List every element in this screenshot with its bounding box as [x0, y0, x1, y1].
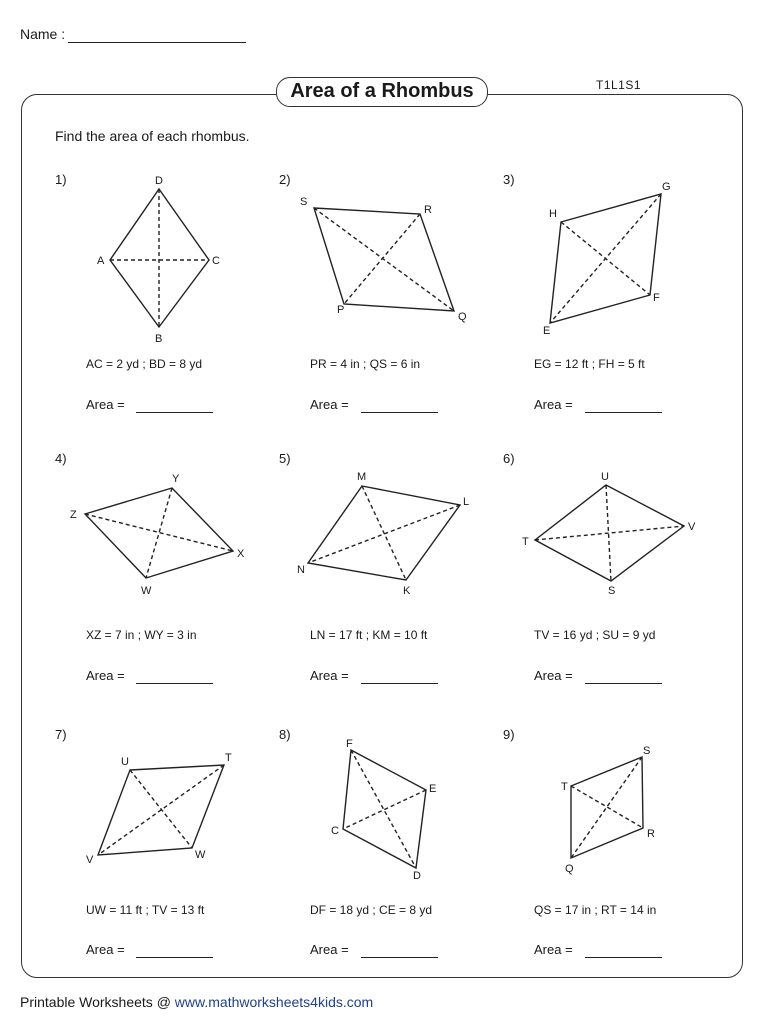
given-measures: PR = 4 in ; QS = 6 in [310, 357, 421, 371]
answer-line[interactable] [361, 957, 438, 958]
area-label: Area = [534, 397, 573, 412]
area-label: Area = [310, 397, 349, 412]
given-measures: EG = 12 ft ; FH = 5 ft [534, 357, 645, 371]
vertex-label: M [357, 471, 367, 483]
area-label: Area = [534, 942, 573, 957]
given-measures: UW = 11 ft ; TV = 13 ft [86, 903, 205, 917]
vertex-label: X [237, 548, 245, 560]
vertex-label: B [155, 333, 163, 345]
vertex-label: G [662, 181, 671, 193]
given-measures: LN = 17 ft ; KM = 10 ft [310, 628, 428, 642]
problem-number: 1) [55, 172, 67, 187]
vertex-label: U [601, 471, 609, 483]
vertex-label: T [225, 752, 232, 764]
problem-number: 7) [55, 727, 67, 742]
vertex-label: S [300, 196, 308, 208]
area-label: Area = [86, 397, 125, 412]
vertex-label: T [561, 781, 568, 793]
name-line[interactable] [68, 42, 246, 43]
vertex-label: A [97, 255, 105, 267]
vertex-label: Q [458, 311, 467, 323]
vertex-label: C [331, 825, 339, 837]
vertex-label: E [429, 783, 437, 795]
vertex-label: H [549, 208, 557, 220]
vertex-label: U [121, 756, 129, 768]
problem-number: 3) [503, 172, 515, 187]
footer [20, 994, 373, 1010]
instructions: Find the area of each rhombus. [55, 128, 250, 144]
vertex-label: D [155, 175, 163, 187]
vertex-label: S [608, 585, 616, 597]
problem-number: 4) [55, 451, 67, 466]
vertex-label: R [424, 204, 432, 216]
name-label: Name : [20, 26, 66, 42]
given-measures: AC = 2 yd ; BD = 8 yd [86, 357, 203, 371]
vertex-label: V [688, 521, 696, 533]
answer-line[interactable] [585, 412, 662, 413]
area-label: Area = [534, 668, 573, 683]
given-measures: QS = 17 in ; RT = 14 in [534, 903, 657, 917]
vertex-label: Z [70, 509, 77, 521]
vertex-label: Y [172, 473, 180, 485]
problem-number: 9) [503, 727, 515, 742]
footer-prefix: Printable Worksheets @ [20, 994, 175, 1010]
page-title: Area of a Rhombus [276, 77, 488, 107]
answer-line[interactable] [361, 683, 438, 684]
vertex-label: F [653, 292, 660, 304]
given-measures: DF = 18 yd ; CE = 8 yd [310, 903, 433, 917]
vertex-label: C [212, 255, 220, 267]
vertex-label: K [403, 585, 411, 597]
problem-number: 8) [279, 727, 291, 742]
vertex-label: D [413, 870, 421, 882]
vertex-label: Q [565, 863, 574, 875]
given-measures: XZ = 7 in ; WY = 3 in [86, 628, 197, 642]
answer-line[interactable] [585, 683, 662, 684]
vertex-label: W [141, 585, 152, 597]
vertex-label: P [337, 304, 345, 316]
answer-line[interactable] [361, 412, 438, 413]
vertex-label: E [543, 325, 551, 337]
vertex-label: V [86, 854, 94, 866]
problem-number: 5) [279, 451, 291, 466]
area-label: Area = [86, 942, 125, 957]
vertex-label: L [463, 496, 470, 508]
answer-line[interactable] [136, 683, 213, 684]
worksheet-frame [21, 94, 743, 978]
area-label: Area = [310, 942, 349, 957]
vertex-label: S [643, 745, 651, 757]
answer-line[interactable] [585, 957, 662, 958]
vertex-label: W [195, 849, 206, 861]
answer-line[interactable] [136, 957, 213, 958]
vertex-label: F [346, 738, 353, 750]
problem-number: 6) [503, 451, 515, 466]
given-measures: TV = 16 yd ; SU = 9 yd [534, 628, 656, 642]
answer-line[interactable] [136, 412, 213, 413]
problem-number: 2) [279, 172, 291, 187]
area-label: Area = [86, 668, 125, 683]
vertex-label: T [522, 536, 529, 548]
worksheet-code: T1L1S1 [596, 78, 642, 92]
vertex-label: N [297, 564, 305, 576]
area-label: Area = [310, 668, 349, 683]
vertex-label: R [647, 828, 655, 840]
footer-link[interactable]: www.mathworksheets4kids.com [174, 994, 374, 1010]
